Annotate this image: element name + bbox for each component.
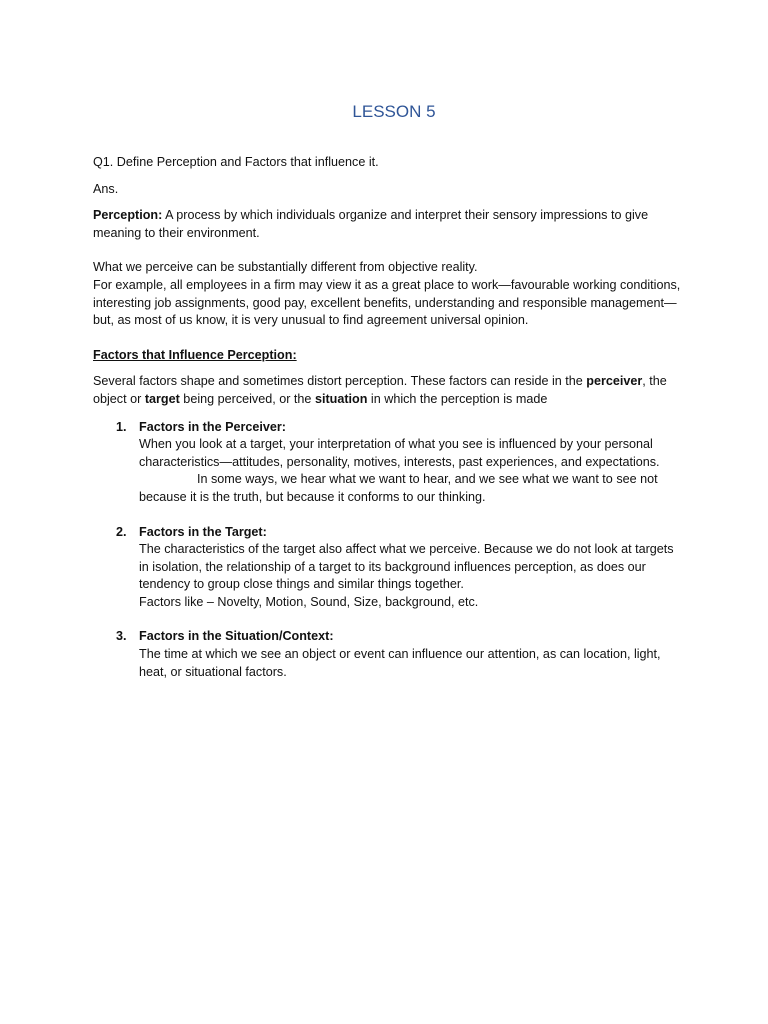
definition-term: Perception: xyxy=(93,208,163,223)
answer-label: Ans. xyxy=(93,181,119,196)
question-text: Q1. Define Perception and Factors that influence it. xyxy=(93,155,379,169)
factor-item-target xyxy=(93,524,683,612)
perceiver-bold: perceiver xyxy=(586,374,643,389)
perception-differs-text: What we perceive can be substantially different from objective reality. xyxy=(93,260,478,275)
target-bold: target xyxy=(144,391,180,406)
factor-number: 1. xyxy=(116,419,127,434)
situation-bold: situation xyxy=(314,391,368,406)
definition-text: A process by which individuals organize and interpret their sensory impressions to give meaning to their environment. xyxy=(93,208,649,240)
factor-title: Factors in the Target: xyxy=(139,524,267,539)
factors-intro-part1: Several factors shape and sometimes distort perception. These factors can reside in the xyxy=(93,374,587,389)
factor-title: Factors in the Perceiver: xyxy=(139,419,286,434)
lesson-title: LESSON 5 xyxy=(352,102,436,121)
factors-intro-part4: in which the perception is made xyxy=(367,391,548,406)
factors-intro-part2: , the object or xyxy=(93,374,667,406)
perception-definition xyxy=(93,207,683,242)
factor-text: When you look at a target, your interpretation of what you see is influenced by your personal characteristics—attitudes, personality, motives, interests, past experiences, and expectations. xyxy=(139,437,660,469)
factor-text: The time at which we see an object or event can influence our attention, as can location, light, heat, or situational factors. xyxy=(139,647,661,679)
factor-number: 3. xyxy=(116,629,127,644)
example-paragraph: For example, all employees in a firm may view it as a great place to work—favourable working conditions, interesting job assignments, good pay, excellent benefits, understanding and responsible management—but, as most of us know, it is very unusual to find agreement universal opinion. xyxy=(93,277,681,328)
factors-list xyxy=(93,419,683,682)
factor-title: Factors in the Situation/Context: xyxy=(139,629,334,644)
factor-extra-text: In some ways, we hear what we want to hear, and we see what we want to see not because it is the truth, but because it conforms to our thinking. xyxy=(139,472,658,504)
factor-extra-text: Factors like – Novelty, Motion, Sound, Size, background, etc. xyxy=(139,594,479,609)
factor-text: The characteristics of the target also affect what we perceive. Because we do not look at targets in isolation, the relationship of a target to its background influences perception, as does our tendency to group close things and similar things together. xyxy=(139,542,674,592)
factor-item-perceiver xyxy=(93,419,683,507)
factors-heading: Factors that Influence Perception: xyxy=(93,347,297,362)
factors-intro xyxy=(93,373,683,408)
factor-item-situation xyxy=(93,628,683,681)
factors-intro-part3: being perceived, or the xyxy=(179,391,315,406)
document-body xyxy=(93,100,683,681)
factor-number: 2. xyxy=(116,524,127,539)
